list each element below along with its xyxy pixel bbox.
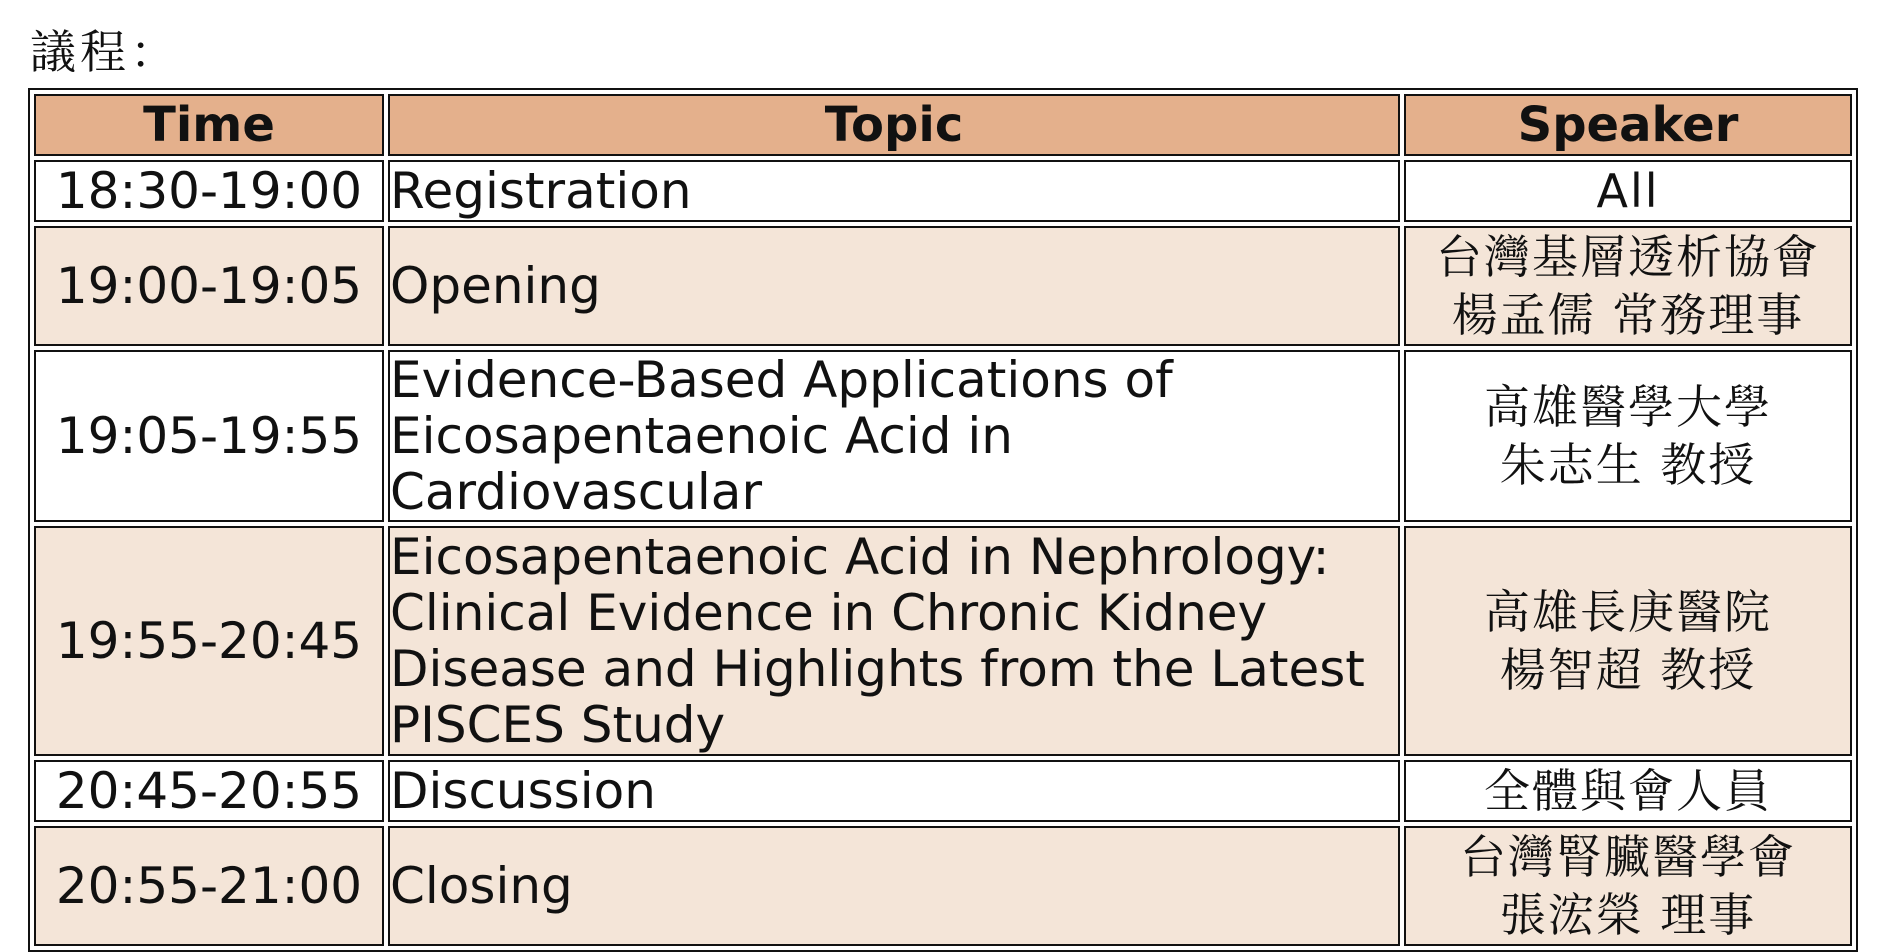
header-speaker: Speaker — [1404, 94, 1852, 156]
speaker-cell — [1404, 226, 1852, 346]
time-cell: 19:00-19:05 — [34, 226, 384, 346]
topic-cell — [388, 526, 1400, 756]
time-cell: 20:45-20:55 — [34, 760, 384, 822]
speaker-affiliation: 台灣基層透析協會 — [1436, 230, 1820, 284]
time-cell: 20:55-21:00 — [34, 826, 384, 946]
topic-cell — [388, 160, 1400, 222]
speaker-cell — [1404, 760, 1852, 822]
table-row — [34, 350, 1852, 522]
speaker-affiliation: 高雄長庚醫院 — [1484, 585, 1772, 639]
time-cell: 18:30-19:00 — [34, 160, 384, 222]
speaker-name: 楊孟儒 常務理事 — [1451, 288, 1805, 342]
speaker-name: 朱志生 教授 — [1499, 438, 1757, 492]
time-cell: 19:55-20:45 — [34, 526, 384, 756]
speaker-cell — [1404, 350, 1852, 522]
speaker-affiliation: 高雄醫學大學 — [1484, 380, 1772, 434]
table-row — [34, 226, 1852, 346]
speaker-name: 楊智超 教授 — [1499, 643, 1757, 697]
table-row — [34, 826, 1852, 946]
topic-text: Opening — [390, 257, 601, 315]
speaker-name: 張浤榮 理事 — [1499, 888, 1757, 942]
topic-cell — [388, 350, 1400, 522]
header-topic: Topic — [388, 94, 1400, 156]
topic-text: Eicosapentaenoic Acid in Nephrology: Clinical Evidence in Chronic Kidney Disease and Highlights from the Latest PISCES Study — [390, 528, 1365, 754]
topic-text: Closing — [390, 857, 573, 915]
header-row — [34, 94, 1852, 156]
agenda-table-container — [28, 88, 1858, 952]
topic-text: Discussion — [390, 762, 656, 820]
table-row — [34, 760, 1852, 822]
topic-cell — [388, 826, 1400, 946]
time-cell: 19:05-19:55 — [34, 350, 384, 522]
table-row — [34, 160, 1852, 222]
speaker-name: All — [1596, 164, 1660, 218]
table-row — [34, 526, 1852, 756]
speaker-affiliation: 台灣腎臟醫學會 — [1460, 830, 1796, 884]
agenda-table — [28, 88, 1858, 952]
speaker-cell — [1404, 826, 1852, 946]
topic-text: Evidence-Based Applications of Eicosapentaenoic Acid in Cardiovascular — [390, 351, 1173, 521]
topic-cell — [388, 760, 1400, 822]
speaker-cell — [1404, 526, 1852, 756]
header-time: Time — [34, 94, 384, 156]
page-title: 議程： — [30, 25, 180, 79]
topic-cell — [388, 226, 1400, 346]
speaker-name: 全體與會人員 — [1484, 764, 1772, 818]
topic-text: Registration — [390, 162, 692, 220]
speaker-cell — [1404, 160, 1852, 222]
